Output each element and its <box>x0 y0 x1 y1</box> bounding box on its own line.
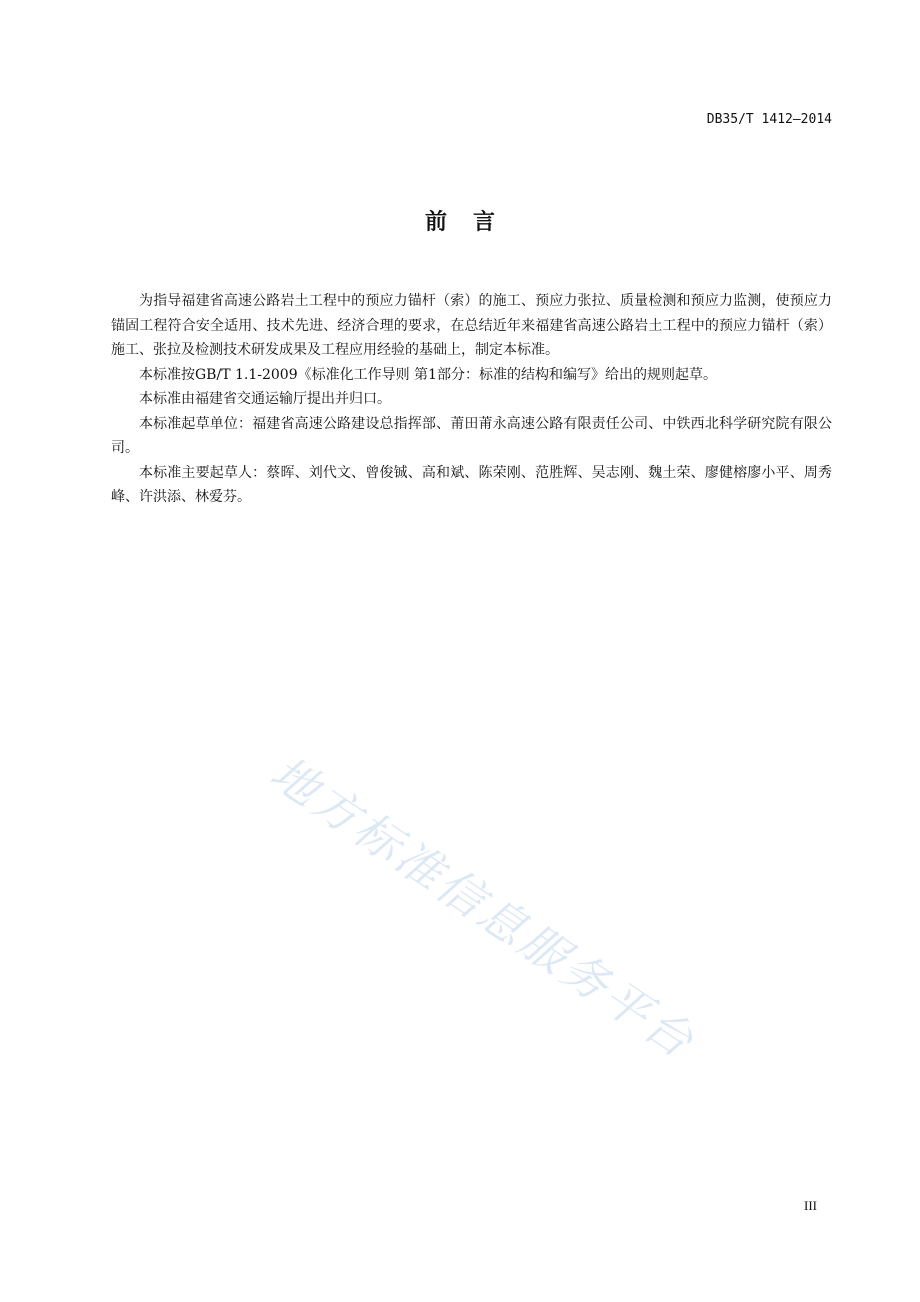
watermark: 地方标准信息服务平台 <box>260 745 706 1070</box>
paragraph-drafting-units: 本标准起草单位：福建省高速公路建设总指挥部、莆田莆永高速公路有限责任公司、中铁西北科学研究院有限公司。 <box>111 415 832 456</box>
document-code: DB35/T 1412—2014 <box>706 112 832 127</box>
page-number: III <box>804 1198 817 1213</box>
foreword-body <box>111 289 832 510</box>
paragraph-drafting-rules: 本标准按GB/T 1.1-2009《标准化工作导则 第1部分：标准的结构和编写》给出的规则起草。 <box>139 366 717 383</box>
paragraph-proposer: 本标准由福建省交通运输厅提出并归口。 <box>139 391 391 407</box>
paragraph-drafters: 本标准主要起草人：蔡晖、刘代文、曾俊铖、高和斌、陈荣刚、范胜辉、吴志刚、魏土荣、廖健榕廖小平、周秀峰、许洪添、林爱芬。 <box>111 464 832 505</box>
paragraph-purpose: 为指导福建省高速公路岩土工程中的预应力锚杆（索）的施工、预应力张拉、质量检测和预应力监测，使预应力锚固工程符合安全适用、技术先进、经济合理的要求，在总结近年来福建省高速公路岩土工程中的预应力锚杆（索）施工、张拉及检测技术研发成果及工程应用经验的基础上，制定本标准。 <box>111 293 832 358</box>
page-title: 前言 <box>424 210 521 235</box>
